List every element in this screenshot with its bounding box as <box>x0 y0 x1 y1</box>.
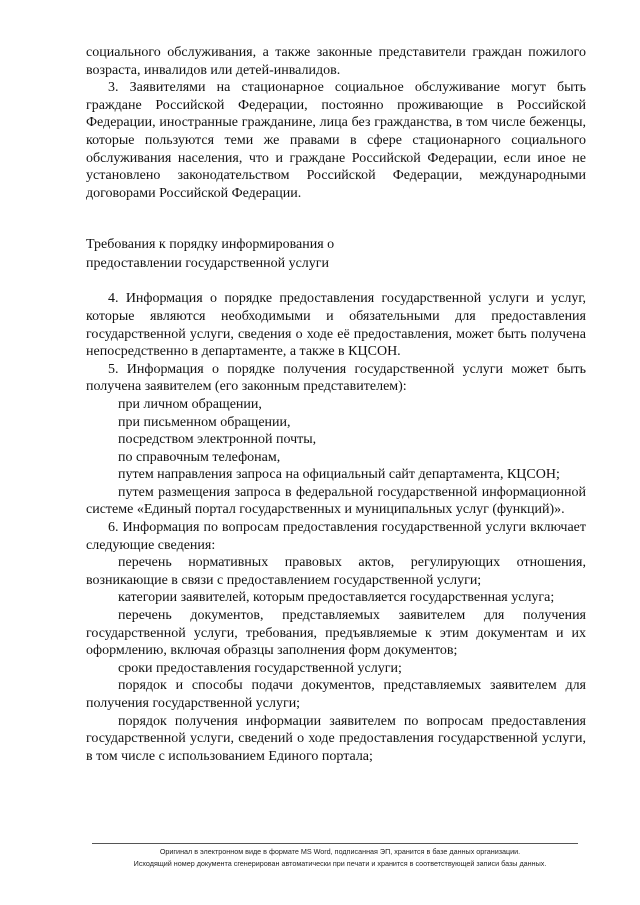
section-heading-line-1: Требования к порядку информирования о <box>86 237 335 253</box>
spacer <box>86 273 586 290</box>
list-item: перечень нормативных правовых актов, регулирующих отношения, возникающие в связи с предоставлением государственной услуги; <box>86 555 586 588</box>
footer-line-1: Оригинал в электронном виде в формате MS Word, подписанная ЭП, хранится в базе данных организации. <box>159 847 521 856</box>
section-heading <box>86 235 586 273</box>
list-item: по справочным телефонам, <box>118 449 281 465</box>
list-item: посредством электронной почты, <box>118 432 317 448</box>
footer-divider <box>92 843 578 844</box>
list-item: при личном обращении, <box>118 396 262 412</box>
footer-line-2: Исходящий номер документа сгенерирован автоматически при печати и хранится в соответствующей записи базы данных. <box>133 859 547 868</box>
p6-list <box>86 554 586 765</box>
list-item: при письменном обращении, <box>118 414 291 430</box>
paragraph-continuation: социального обслуживания, а также законные представители граждан пожилого возраста, инвалидов или детей-инвалидов. <box>86 45 586 78</box>
paragraph-5: 5. Информация о порядке получения государственной услуги может быть получена заявителем (его законным представителем): <box>86 361 586 395</box>
list-item: перечень документов, представляемых заявителем для получения государственной услуги, требования, предъявляемые к этим документам и их оформлению, включая образцы заполнения форм документов; <box>86 608 586 659</box>
section-heading-line-2: предоставлении государственной услуги <box>86 256 330 272</box>
list-item: путем направления запроса на официальный сайт департамента, КЦСОН; <box>118 467 560 483</box>
paragraph-4: 4. Информация о порядке предоставления государственной услуги и услуг, которые являются необходимыми и обязательными для предоставления государственной услуги, сведения о ходе её предоставления, может быть получена непосредственно в департаменте, а также в КЦСОН. <box>86 291 586 360</box>
list-item: порядок получения информации заявителем по вопросам предоставления государственной услуги, сведений о ходе предоставления государственной услуги, в том числе с использованием Единого портала; <box>86 713 586 764</box>
list-item: категории заявителей, которым предоставляется государственная услуга; <box>118 590 555 606</box>
paragraph-3: 3. Заявителями на стационарное социальное обслуживание могут быть граждане Российской Федерации, постоянно проживающие в Российской Федерации, иностранные гражданине, лица без гражданства, в том числе беженцы, которые пользуются теми же правами в сфере стационарного социального обслуживания населения, что и граждане Российской Федерации, если иное не установлено законодательством Российской Федерации, международными договорами Российской Федерации. <box>86 80 586 201</box>
list-item: сроки предоставления государственной услуги; <box>118 660 402 676</box>
document-body <box>86 44 586 765</box>
paragraph-6: 6. Информация по вопросам предоставления государственной услуги включает следующие сведения: <box>86 520 586 553</box>
list-item: порядок и способы подачи документов, представляемых заявителем для получения государственной услуги; <box>86 678 586 711</box>
page-footer <box>60 846 620 870</box>
spacer <box>86 202 586 235</box>
list-item: путем размещения запроса в федеральной государственной информационной системе «Единый портал государственных и муниципальных услуг (функций)». <box>86 484 586 518</box>
p5-list <box>86 396 586 519</box>
